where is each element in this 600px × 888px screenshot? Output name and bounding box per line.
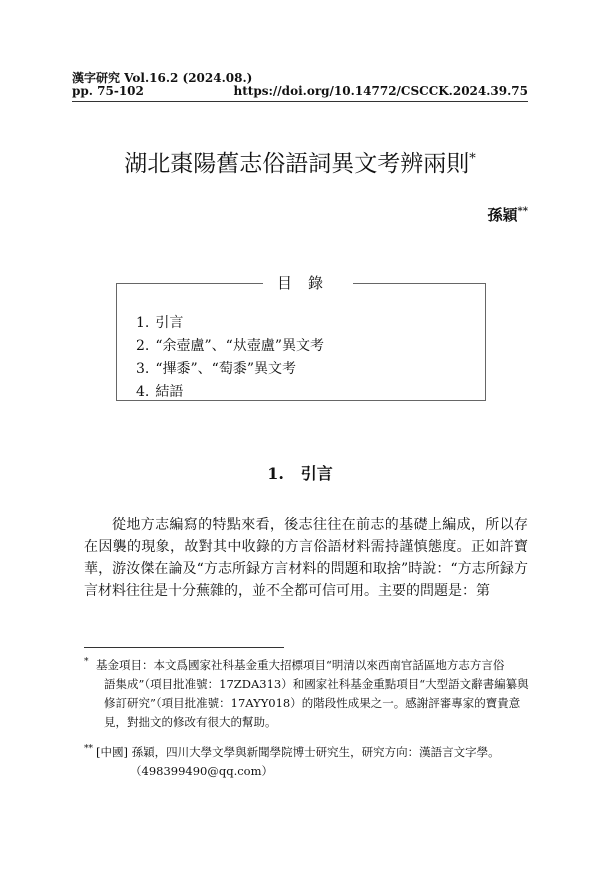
section-title: 引言 <box>300 464 333 483</box>
journal-header: 漢字研究 Vol.16.2 (2024.08.) <box>72 71 253 85</box>
toc-item-number: 4. <box>136 384 150 400</box>
doi-link[interactable]: https://doi.org/10.14772/CSCCK.2024.39.75 <box>233 84 528 98</box>
toc-heading-wrap <box>0 272 600 293</box>
body-paragraph: 從地方志編寫的特點來看，後志往往在前志的基礎上編成，所以存在因襲的現象，故對其中收錄的方言俗語材料需持謹慎態度。正如許寶華，游汝傑在論及“方志所録方言材料的問題和取捨”時說：“方志所録方言材料往往是十分蕪雜的，並不全都可信可用。主要的問題是：第 <box>84 517 528 599</box>
footnote-first-line: [中國] 孫穎，四川大學文學與新聞學院博士研究生，研究方向：漢語言文字學。 <box>96 745 500 759</box>
toc-item-number: 2. <box>136 338 150 354</box>
toc-item-number: 1. <box>136 315 150 331</box>
footnote-mark: ** <box>84 744 93 754</box>
toc-item[interactable] <box>136 312 324 335</box>
footnote-author <box>84 743 530 781</box>
paper-title-text: 湖北棗陽舊志俗語詞異文考辨兩則 <box>124 151 470 177</box>
title-footnote-mark: * <box>469 151 476 167</box>
author-name: 孫穎 <box>487 206 518 224</box>
header-rule <box>72 101 528 102</box>
footnote-mark: * <box>84 657 89 667</box>
section-heading <box>0 461 600 484</box>
page-range: pp. 75-102 <box>72 84 144 98</box>
toc-list <box>136 312 324 404</box>
toc-item-label: 引言 <box>155 315 184 331</box>
toc-item[interactable] <box>136 335 324 358</box>
toc-item-label: “余壺盧”、“夶壺盧”異文考 <box>155 338 324 354</box>
toc-item-label: “𢳂黍”、“萄黍”異文考 <box>155 361 296 377</box>
footnote-rule <box>84 647 284 648</box>
toc-heading: 目錄 <box>263 272 353 293</box>
author-footnote-mark: ** <box>517 206 528 217</box>
author <box>488 204 528 225</box>
paper-title <box>0 145 600 178</box>
toc-item[interactable] <box>136 381 324 404</box>
toc-item[interactable] <box>136 358 324 381</box>
footnote-continuation: 語集成”（項目批准號：17ZDA313）和國家社科基金重點項目“大型語文辭書編纂與修訂研究”（項目批准號：17AYY018）的階段性成果之一。感謝評審專家的寶貴意見，對拙文的修改有很大的幫助。 <box>104 677 529 729</box>
toc-item-number: 3. <box>136 361 150 377</box>
author-email[interactable]: （498399490@qq.com） <box>130 764 273 778</box>
section-number: 1. <box>267 464 284 483</box>
toc-item-label: 結語 <box>155 384 184 400</box>
footnote-funding <box>84 656 530 732</box>
footnote-first-line: 基金項目：本文爲國家社科基金重大招標項目“明清以來西南官話區地方志方言俗 <box>96 658 505 672</box>
